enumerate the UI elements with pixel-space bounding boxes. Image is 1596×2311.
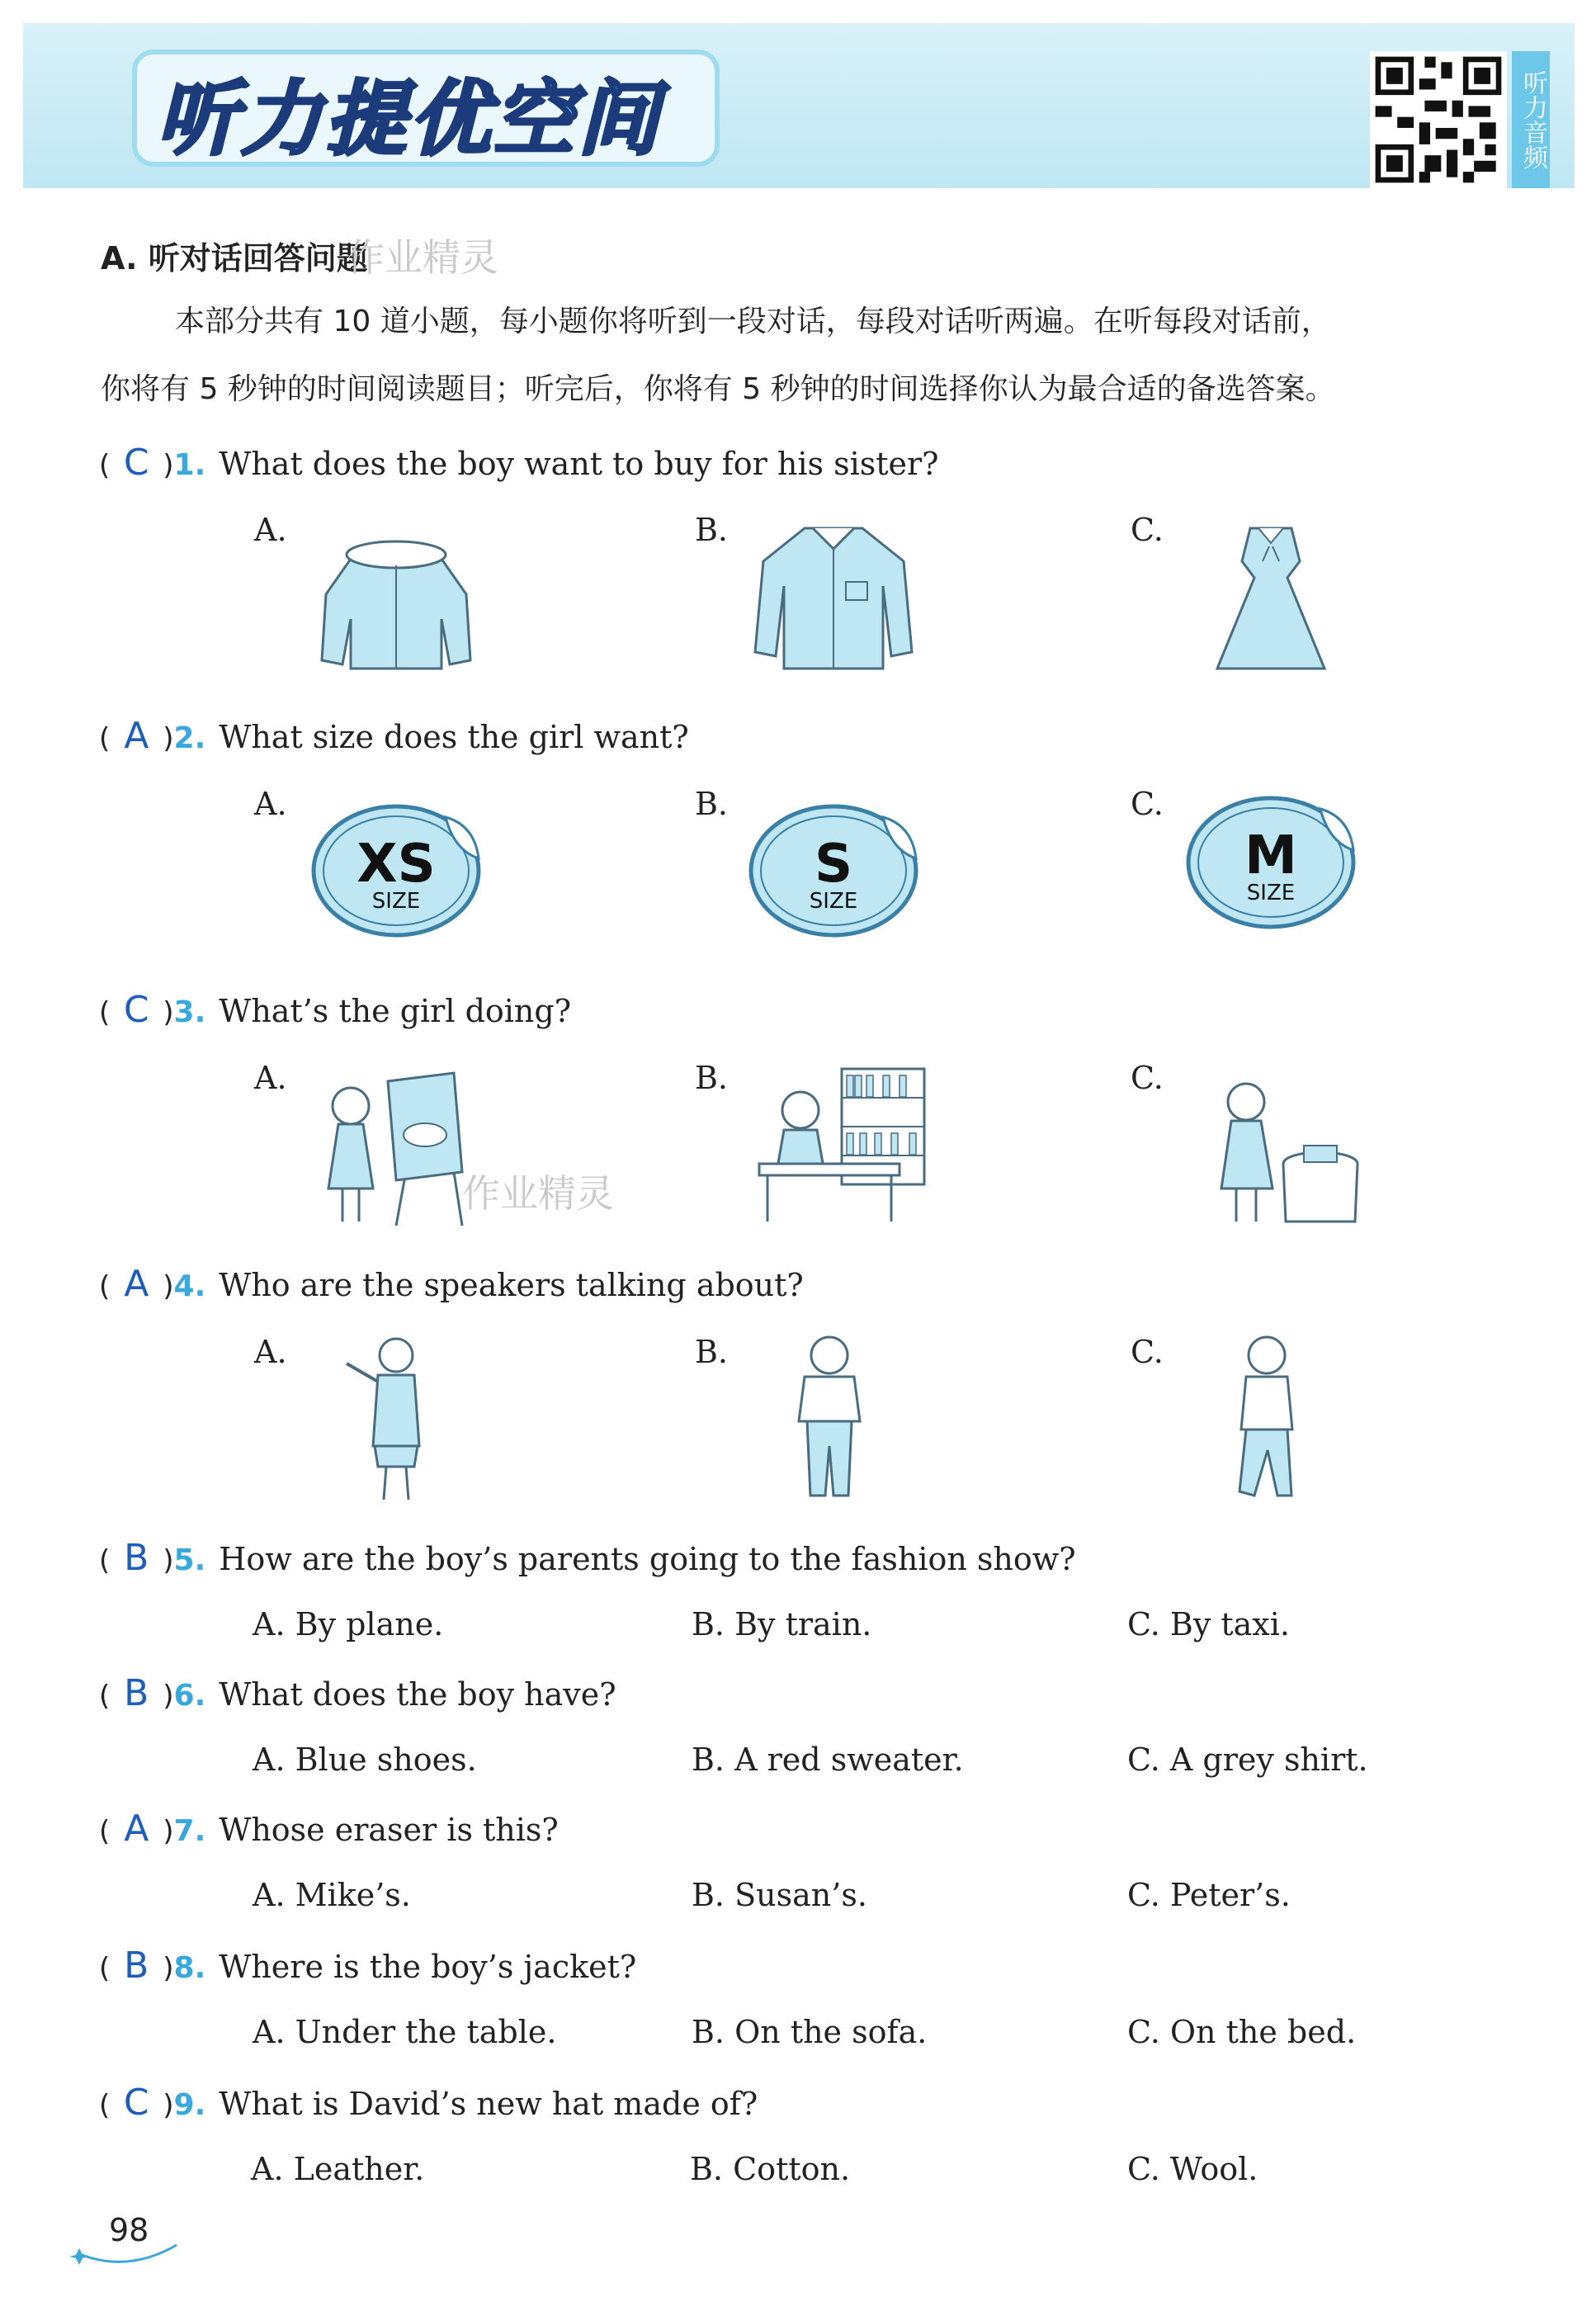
qr-audio-label[interactable]: 听力音频 <box>1512 51 1550 188</box>
question-text: Where is the boy’s jacket? <box>219 1949 637 1985</box>
option-a[interactable]: A. By plane. <box>253 1606 444 1642</box>
question-text: What size does the girl want? <box>219 719 689 755</box>
answer-2[interactable]: A <box>124 715 149 757</box>
option-label: A. <box>254 786 287 822</box>
option-label: A. <box>254 512 287 548</box>
option-c[interactable]: C. A grey shirt. <box>1127 1742 1368 1778</box>
answer-1[interactable]: C <box>123 442 149 484</box>
question-text: Who are the speakers talking about? <box>219 1267 804 1303</box>
question-8: ( B )8. Where is the boy’s jacket? <box>99 1945 637 1987</box>
size-tag-small: SIZE <box>371 889 421 914</box>
option-label: A. <box>254 1060 287 1096</box>
size-tag-icon[interactable] <box>1180 792 1362 933</box>
question-text: What’s the girl doing? <box>219 993 572 1029</box>
size-tag-icon[interactable] <box>743 801 924 941</box>
option-label: B. <box>695 512 729 548</box>
size-tag-icon[interactable] <box>305 801 487 941</box>
option-b[interactable]: B. On the sofa. <box>692 2014 928 2050</box>
option-a[interactable]: A. Leather. <box>251 2151 425 2187</box>
option-a[interactable]: A. Under the table. <box>253 2014 557 2050</box>
question-1: ( C )1. What does the boy want to buy for his sister? <box>99 442 939 484</box>
question-text: What does the boy want to buy for his sister? <box>219 446 939 482</box>
size-tag-big: XS <box>357 834 436 895</box>
answer-7[interactable]: A <box>124 1808 149 1850</box>
size-tag-big: M <box>1244 825 1297 886</box>
option-label: A. <box>254 1334 287 1370</box>
question-7: ( A )7. Whose eraser is this? <box>99 1808 559 1850</box>
answer-4[interactable]: A <box>124 1263 149 1305</box>
option-b[interactable]: B. Susan’s. <box>692 1877 867 1913</box>
answer-6[interactable]: B <box>124 1672 149 1714</box>
question-5: ( B )5. How are the boy’s parents going to the fashion show? <box>99 1537 1076 1579</box>
question-text: How are the boy’s parents going to the fashion show? <box>219 1541 1076 1577</box>
option-c[interactable]: C. Peter’s. <box>1127 1877 1291 1913</box>
question-2: ( A )2. What size does the girl want? <box>99 715 689 757</box>
girl-icon[interactable] <box>1213 1330 1320 1508</box>
question-6: ( B )6. What does the boy have? <box>99 1672 616 1714</box>
watermark: 作业精灵 <box>462 1171 614 1216</box>
option-b[interactable]: B. By train. <box>692 1606 872 1642</box>
option-b[interactable]: B. A red sweater. <box>692 1742 964 1778</box>
option-c[interactable]: C. On the bed. <box>1127 2014 1357 2050</box>
question-text: What does the boy have? <box>219 1676 616 1713</box>
answer-3[interactable]: C <box>123 989 149 1031</box>
option-a[interactable]: A. Mike’s. <box>253 1877 411 1913</box>
answer-9[interactable]: C <box>123 2082 149 2124</box>
option-label: C. <box>1131 1334 1164 1370</box>
option-b[interactable]: B. Cotton. <box>690 2151 851 2187</box>
instructions-line-1: 本部分共有 10 道小题，每小题你将听到一段对话，每段对话听两遍。在听每段对话前， <box>175 305 1331 338</box>
question-9: ( C )9. What is David’s new hat made of? <box>99 2082 758 2124</box>
coat-icon[interactable] <box>305 528 487 677</box>
page-number: 98 <box>109 2212 149 2248</box>
option-label: C. <box>1131 512 1164 548</box>
girl-library-icon[interactable] <box>751 1061 933 1230</box>
size-tag-small: SIZE <box>809 889 858 914</box>
section-title: A. 听对话回答问题 <box>101 240 368 276</box>
option-label: B. <box>695 786 729 822</box>
question-4: ( A )4. Who are the speakers talking about? <box>99 1263 804 1305</box>
size-tag-small: SIZE <box>1246 881 1296 905</box>
option-label: B. <box>695 1060 729 1096</box>
instructions-line-2: 你将有 5 秒钟的时间阅读题目；听完后，你将有 5 秒钟的时间选择你认为最合适的备选答案。 <box>101 372 1335 406</box>
answer-5[interactable]: B <box>124 1537 149 1579</box>
boy-icon[interactable] <box>776 1330 883 1508</box>
dress-icon[interactable] <box>1205 512 1337 677</box>
page-title: 听力提优空间 <box>157 73 663 167</box>
qr-code-icon[interactable] <box>1370 51 1507 188</box>
option-label: C. <box>1131 786 1164 822</box>
shirt-icon[interactable] <box>743 512 924 677</box>
girl-phone-icon[interactable] <box>1205 1065 1362 1230</box>
option-a[interactable]: A. Blue shoes. <box>253 1742 477 1778</box>
woman-suit-icon[interactable] <box>338 1330 446 1508</box>
girl-painting-icon[interactable] <box>314 1065 479 1230</box>
option-c[interactable]: C. Wool. <box>1127 2151 1258 2187</box>
option-label: B. <box>695 1334 729 1370</box>
size-tag-big: S <box>814 834 853 895</box>
answer-8[interactable]: B <box>124 1945 149 1987</box>
option-c[interactable]: C. By taxi. <box>1127 1606 1290 1642</box>
question-text: Whose eraser is this? <box>219 1812 559 1848</box>
watermark: 作业精灵 <box>347 235 498 280</box>
question-3: ( C )3. What’s the girl doing? <box>99 989 572 1031</box>
option-label: C. <box>1131 1060 1164 1096</box>
question-text: What is David’s new hat made of? <box>219 2086 758 2122</box>
